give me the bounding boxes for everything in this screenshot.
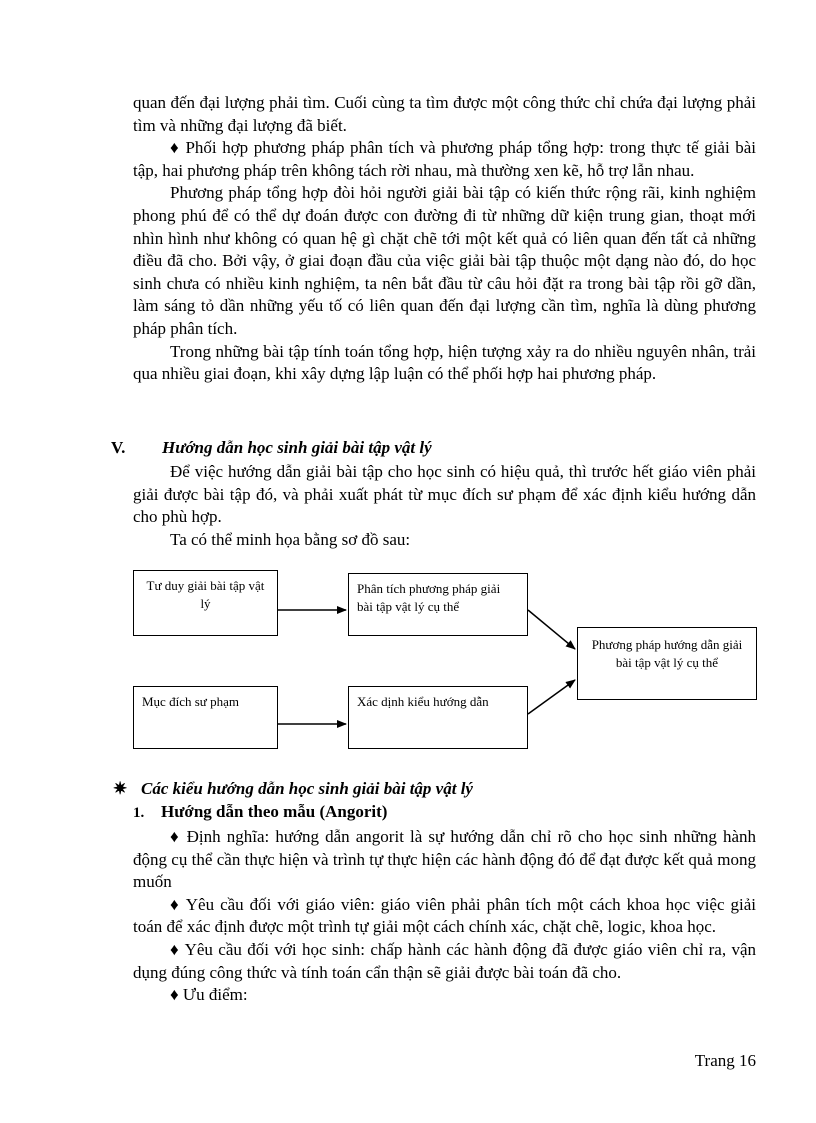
paragraph: Trong những bài tập tính toán tổng hợp, hiện tượng xảy ra do nhiều nguyên nhân, trải qua nhiều giai đoạn, khi xây dựng lập luận có thể phối hợp hai phương pháp.	[133, 341, 756, 384]
arrow-guidance-to-result	[528, 680, 575, 714]
box-label: Mục đích sư phạm	[142, 694, 239, 709]
item-1-heading	[133, 802, 756, 822]
item-1-text	[133, 826, 756, 1007]
section-number: V.	[111, 438, 126, 457]
paragraph: ♦ Định nghĩa: hướng dẫn angorit là sự hướng dẫn chỉ rõ cho học sinh những hành động cụ thể cần thực hiện và trình tự thực hiện các hành động đó để đạt được kết quả mong muốn	[133, 827, 756, 892]
box-label: Phương pháp hướng dẫn giải bài tập vật lý cụ thể	[591, 637, 743, 670]
box-label: Tư duy giải bài tập vật lý	[146, 578, 265, 611]
paragraph: ♦ Ưu điểm:	[170, 985, 248, 1005]
box-label: Xác dịnh kiểu hướng dẫn	[357, 694, 489, 709]
page-number: Trang 16	[694, 1051, 756, 1070]
item-title: Hướng dẫn theo mẫu (Angorit)	[161, 802, 388, 821]
paragraph: Để việc hướng dẫn giải bài tập cho học sinh có hiệu quả, thì trước hết giáo viên phải giải được bài tập đó, và phải xuất phát từ mục đích sư phạm để xác định kiểu hướng dẫn cho phù hợp.	[133, 462, 756, 527]
asterisk-icon: ✷	[113, 779, 128, 798]
paragraph: ♦ Yêu cầu đối với giáo viên: giáo viên phải phân tích một cách khoa học việc giải toán để xác định được một trình tự giải một cách chính xác, chặt chẽ, logic, khoa học.	[133, 894, 756, 937]
paragraph: Phương pháp tổng hợp đòi hỏi người giải bài tập có kiến thức rộng rãi, kinh nghiệm phong phú để có thể dự đoán được con đường đi từ những dữ kiện trung gian, thoạt mới nhìn hình như không có quan hệ gì chặt chẽ tới một kết quả có liên quan đến tất cả những điều đã cho. Bởi vậy, ở giai đoạn đầu của việc giải bài tập thuộc một dạng nào đó, do học sinh chưa có nhiều kinh nghiệm, ta nên bắt đầu từ câu hỏi đặt ra trong bài tập rồi gỡ dần, làm sáng tỏ dần những yếu tố có liên quan đến đại lượng cần tìm, nghĩa là dùng phương pháp phân tích.	[133, 183, 756, 338]
paragraph: quan đến đại lượng phải tìm. Cuối cùng ta tìm được một công thức chỉ chứa đại lượng phải tìm và những đại lượng đã biết.	[133, 93, 756, 135]
paragraph: ♦ Yêu cầu đối với học sinh: chấp hành các hành động đã được giáo viên chỉ ra, vận dụng đúng công thức và tính toán cẩn thận sẽ giải được bài toán đã cho.	[133, 939, 756, 982]
section-title: Hướng dẫn học sinh giải bài tập vật lý	[162, 438, 432, 457]
paragraph: Ta có thể minh họa bằng sơ đồ sau:	[170, 529, 411, 549]
box-label: Phân tích phương pháp giải bài tập vật lý cụ thể	[357, 581, 501, 614]
item-number: 1.	[133, 805, 145, 821]
subsection-heading	[113, 779, 756, 799]
paragraph: ♦ Phối hợp phương pháp phân tích và phương pháp tổng hợp: trong thực tế giải bài tập, hai phương pháp trên không tách rời nhau, mà thường xen kẽ, hỗ trợ lẫn nhau.	[133, 138, 756, 180]
arrow-analysis-to-result	[528, 610, 575, 649]
subsection-title: Các kiểu hướng dẫn học sinh giải bài tập vật lý	[141, 779, 473, 798]
